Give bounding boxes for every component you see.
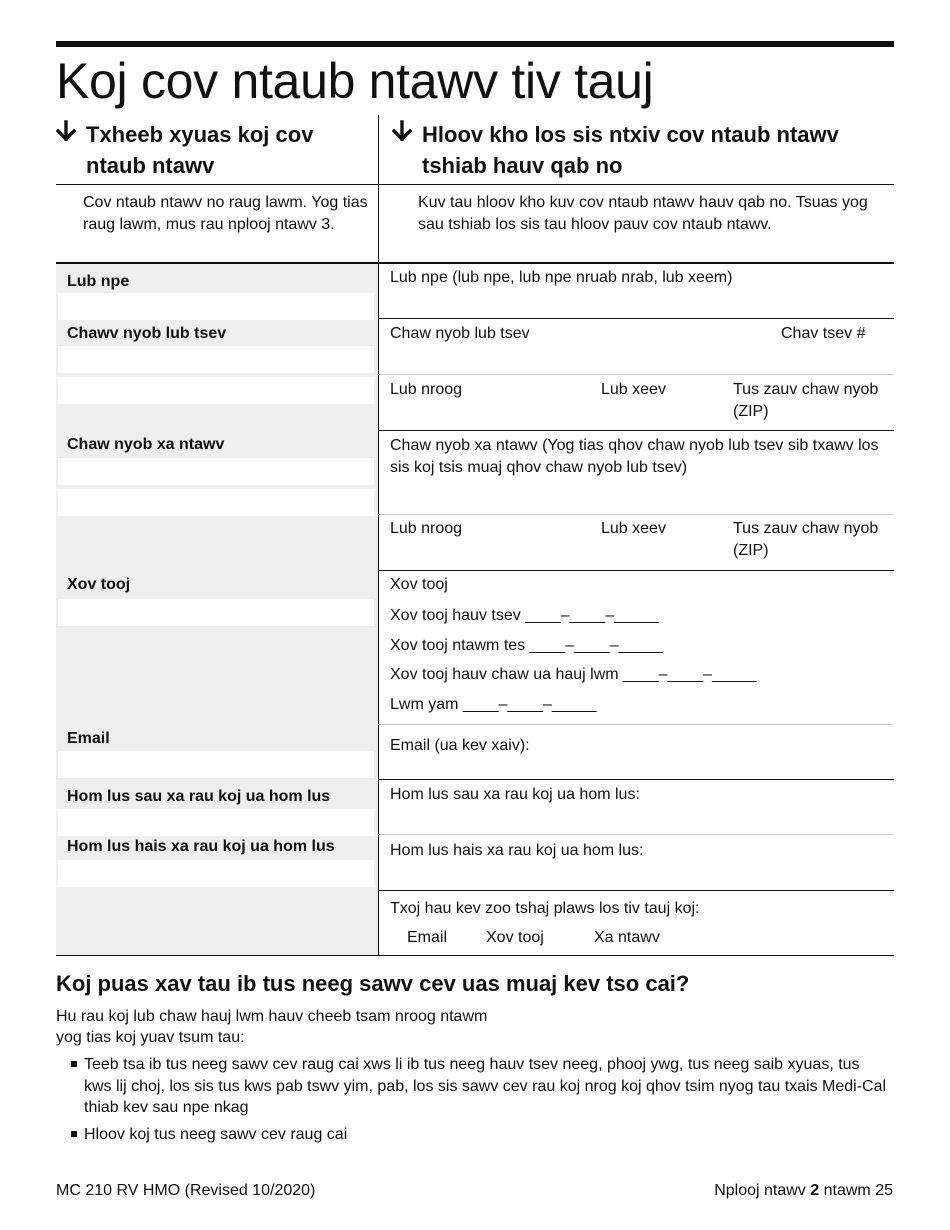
spoken-language-label: Hom lus hais xa rau koj ua hom lus — [67, 838, 335, 855]
current-mailing-address-line1 — [58, 458, 374, 485]
written-language-label: Hom lus sau xa rau koj ua hom lus — [67, 788, 331, 805]
left-instructions: Cov ntaub ntawv no raug lawm. Yog tias raug lawm, mus rau nplooj ntawv 3. — [83, 194, 368, 233]
row-rule — [378, 570, 894, 571]
current-home-address-line1 — [58, 346, 374, 373]
new-home-address-field[interactable]: Chaw nyob lub tsev — [390, 325, 530, 342]
new-unit-field[interactable]: Chav tsev # — [781, 325, 866, 342]
square-bullet-icon — [71, 1131, 77, 1137]
right-column-heading: Hloov kho los sis ntxiv cov ntaub ntawv tshiab hauv qab no — [392, 119, 892, 181]
new-written-language-field[interactable]: Hom lus sau xa rau koj ua hom lus: — [390, 786, 640, 803]
current-name-value — [58, 293, 374, 320]
section2-intro-line1: Hu rau koj lub chaw hauj lwm hauv cheeb tsam nroog ntawm — [56, 1008, 488, 1025]
contact-option-phone[interactable]: Xov tooj — [486, 929, 544, 946]
row-rule — [378, 890, 894, 891]
new-mailing-zip-field[interactable]: Tus zauv chaw nyob (ZIP) — [733, 520, 879, 559]
row-rule — [378, 430, 894, 431]
work-phone-field[interactable]: Xov tooj hauv chaw ua hauj lwm ____–____–_____ — [390, 666, 757, 683]
contact-option-email[interactable]: Email — [407, 929, 448, 946]
row-rule — [378, 834, 894, 835]
left-column-heading: Txheeb xyuas koj cov ntaub ntawv — [56, 119, 371, 181]
list-item — [71, 1054, 891, 1119]
home-phone-field[interactable]: Xov tooj hauv tsev ____–____–_____ — [390, 607, 659, 624]
mailing-address-label: Chaw nyob xa ntawv — [67, 436, 225, 453]
square-bullet-icon — [71, 1061, 77, 1067]
email-label: Email — [67, 730, 110, 747]
name-label: Lub npe — [67, 273, 130, 290]
page-number: Nplooj ntawv 2 ntawm 25 — [714, 1182, 893, 1199]
current-mailing-address-line2 — [58, 489, 374, 516]
new-mailing-state-field[interactable]: Lub xeev — [601, 520, 666, 537]
contact-option-mail[interactable]: Xa ntawv — [594, 929, 660, 946]
current-home-address-line2 — [58, 377, 374, 404]
mobile-phone-field[interactable]: Xov tooj ntawm tes ____–____–_____ — [390, 637, 664, 654]
home-address-label: Chawv nyob lub tsev — [67, 325, 227, 342]
row-rule — [378, 514, 894, 515]
right-instructions: Kuv tau hloov kho kuv cov ntaub ntawv hauv qab no. Tsuas yog sau tshiab los sis tau hloov pauv cov ntaub ntawv. — [418, 194, 868, 233]
row-rule — [378, 318, 894, 319]
new-home-state-field[interactable]: Lub xeev — [601, 381, 666, 398]
heading-rule — [56, 184, 894, 185]
current-email-value — [58, 751, 374, 778]
new-mailing-city-field[interactable]: Lub nroog — [390, 520, 463, 537]
list-item-text: Hloov koj tus neeg sawv cev raug cai — [84, 1126, 348, 1143]
list-item — [71, 1124, 891, 1146]
column-divider — [378, 115, 379, 955]
current-spoken-language-value — [58, 860, 374, 887]
contact-preference-label: Txoj hau kev zoo tshaj plaws los tiv tauj koj: — [390, 900, 700, 917]
list-item-text: Teeb tsa ib tus neeg sawv cev raug cai xws li ib tus neeg hauv tsev neeg, phooj ywg, tus neeg saib xyuas, tus kws lij choj, los sis tus kws pab tswv yim, pab, los sis sawv cev rau koj nrog koj qhov tsim nyog tau txais Medi-Cal thiab kev sau npe nkag — [84, 1056, 887, 1116]
row-rule — [378, 779, 894, 780]
new-home-zip-field[interactable]: Tus zauv chaw nyob (ZIP) — [733, 381, 879, 420]
authorized-representative-heading: Koj puas xav tau ib tus neeg sawv cev uas muaj kev tso cai? — [56, 971, 690, 996]
current-written-language-value — [58, 809, 374, 836]
phone-label: Xov tooj — [67, 576, 131, 593]
new-email-field[interactable]: Email (ua kev xaiv): — [390, 737, 530, 754]
row-rule — [378, 724, 894, 725]
current-phone-value — [58, 599, 374, 626]
section2-intro-line2: yog tias koj yuav tsum tau: — [56, 1029, 245, 1046]
row-rule — [378, 374, 894, 375]
top-rule — [56, 41, 894, 47]
down-arrow-icon — [56, 119, 78, 150]
down-arrow-icon — [392, 119, 414, 150]
new-home-city-field[interactable]: Lub nroog — [390, 381, 463, 398]
form-id: MC 210 RV HMO (Revised 10/2020) — [56, 1182, 316, 1199]
table-top-rule — [56, 262, 894, 264]
other-phone-field[interactable]: Lwm yam ____–____–_____ — [390, 696, 597, 713]
new-spoken-language-field[interactable]: Hom lus hais xa rau koj ua hom lus: — [390, 842, 644, 859]
phone-section-label: Xov tooj — [390, 576, 448, 593]
new-mailing-address-field[interactable]: Chaw nyob xa ntawv (Yog tias qhov chaw nyob lub tsev sib txawv los sis koj tsis muaj qhov chaw nyob lub tsev) — [390, 437, 879, 476]
page-title: Koj cov ntaub ntawv tiv tauj — [56, 53, 654, 109]
new-name-field[interactable]: Lub npe (lub npe, lub npe nruab nrab, lub xeem) — [390, 269, 733, 286]
table-bottom-rule — [56, 955, 894, 956]
